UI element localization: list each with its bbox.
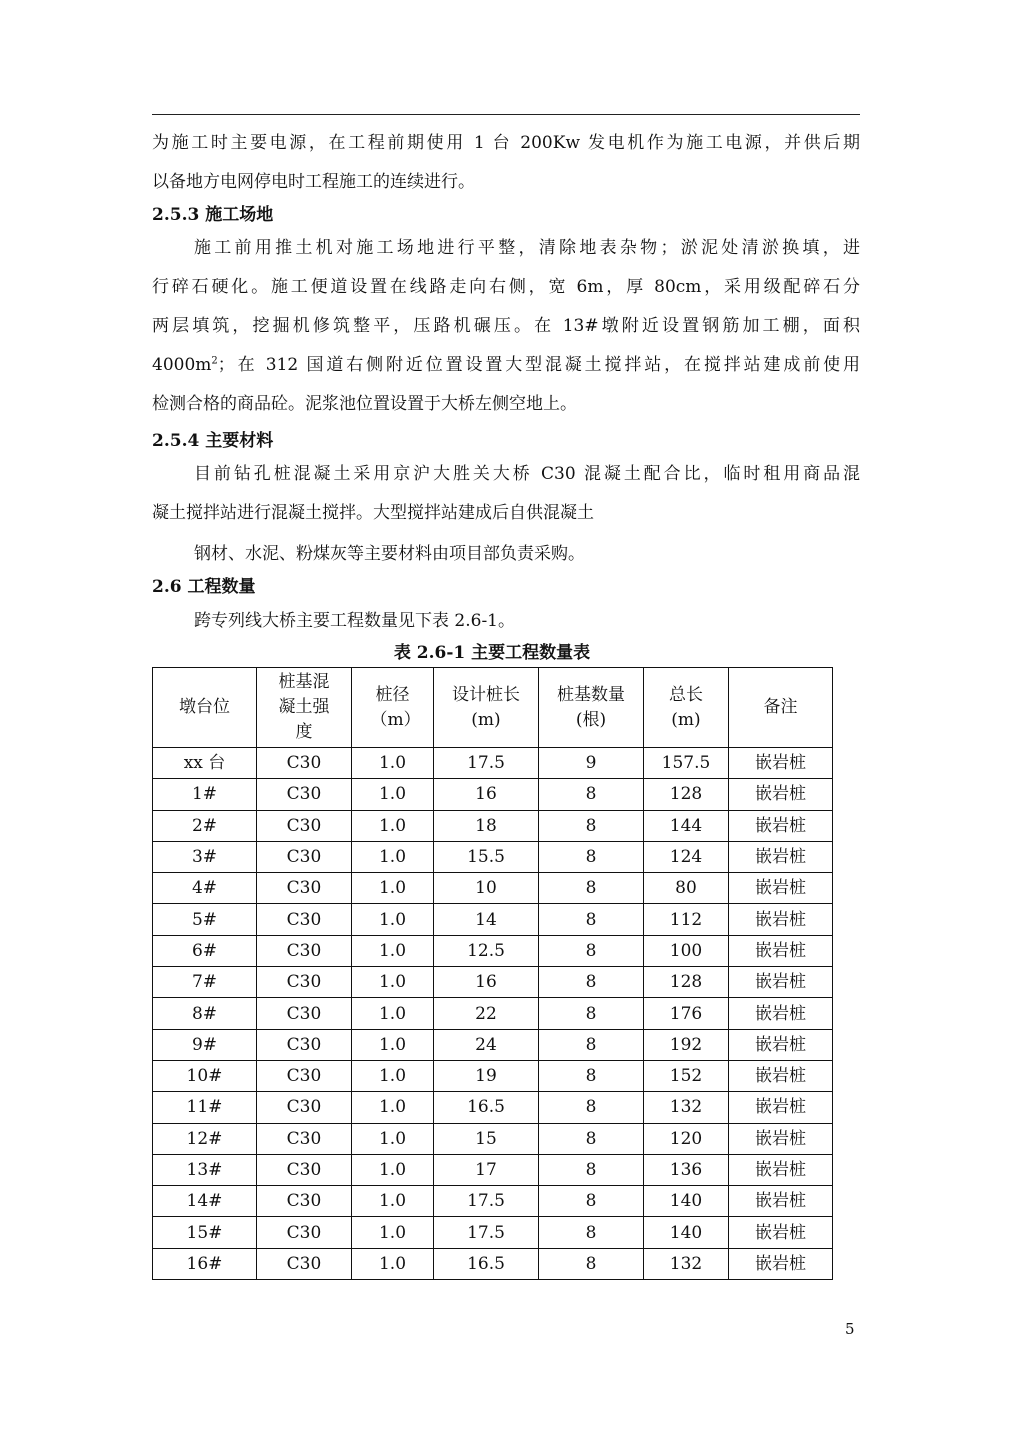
cell-concrete-strength: C30 [257,904,352,935]
header-design-pile-length [434,668,539,748]
table-row [153,935,833,966]
cell-pier-position: 4# [153,873,257,904]
table-header-row [153,668,833,748]
cell-total-length: 192 [644,1029,729,1060]
cell-total-length: 120 [644,1123,729,1154]
cell-pier-position: 11# [153,1092,257,1123]
cell-concrete-strength: C30 [257,1186,352,1217]
cell-concrete-strength: C30 [257,1123,352,1154]
cell-pile-diameter: 1.0 [352,1029,434,1060]
cell-concrete-strength: C30 [257,998,352,1029]
cell-remarks: 嵌岩桩 [729,1186,833,1217]
cell-design-pile-length: 16 [434,779,539,810]
cell-total-length: 80 [644,873,729,904]
cell-concrete-strength: C30 [257,1029,352,1060]
cell-pile-diameter: 1.0 [352,748,434,779]
cell-pile-diameter: 1.0 [352,810,434,841]
cell-pier-position: 3# [153,841,257,872]
text-line: 钢材、水泥、粉煤灰等主要材料由项目部负责采购。 [194,544,585,564]
cell-design-pile-length: 15 [434,1123,539,1154]
cell-pier-position: 6# [153,935,257,966]
cell-pier-position: 1# [153,779,257,810]
cell-design-pile-length: 17.5 [434,748,539,779]
table-row [153,841,833,872]
cell-design-pile-length: 12.5 [434,935,539,966]
cell-pile-diameter: 1.0 [352,904,434,935]
cell-design-pile-length: 16.5 [434,1092,539,1123]
heading-2-5-4: 2.5.4 主要材料 [152,431,274,451]
cell-remarks: 嵌岩桩 [729,1092,833,1123]
cell-pile-count: 8 [539,841,644,872]
cell-pile-diameter: 1.0 [352,841,434,872]
cell-remarks: 嵌岩桩 [729,748,833,779]
cell-design-pile-length: 17.5 [434,1186,539,1217]
table-row [153,998,833,1029]
table-row [153,748,833,779]
text-line: 检测合格的商品砼。泥浆池位置设置于大桥左侧空地上。 [152,394,577,414]
text-line: 施工前用推土机对施工场地进行平整，清除地表杂物；淤泥处清淤换填，进 [194,238,860,258]
header-pile-count [539,668,644,748]
cell-pier-position: 9# [153,1029,257,1060]
cell-remarks: 嵌岩桩 [729,810,833,841]
text-line: 凝土搅拌站进行混凝土搅拌。大型搅拌站建成后自供混凝土 [152,503,594,523]
cell-pile-diameter: 1.0 [352,935,434,966]
cell-pier-position: 2# [153,810,257,841]
cell-pile-diameter: 1.0 [352,1123,434,1154]
cell-pile-diameter: 1.0 [352,967,434,998]
cell-pile-count: 8 [539,1029,644,1060]
cell-concrete-strength: C30 [257,1154,352,1185]
table-body [153,748,833,1280]
superscript: 2 [211,355,218,367]
header-pile-diameter [352,668,434,748]
cell-design-pile-length: 17 [434,1154,539,1185]
cell-pile-count: 8 [539,1248,644,1279]
table-row [153,873,833,904]
text-line: 跨专列线大桥主要工程数量见下表 2.6-1。 [194,611,515,631]
table-row [153,1092,833,1123]
cell-total-length: 128 [644,779,729,810]
cell-pile-diameter: 1.0 [352,1186,434,1217]
cell-concrete-strength: C30 [257,967,352,998]
cell-remarks: 嵌岩桩 [729,779,833,810]
cell-pier-position: 12# [153,1123,257,1154]
table-row [153,1029,833,1060]
cell-total-length: 132 [644,1248,729,1279]
cell-pier-position: 13# [153,1154,257,1185]
cell-pile-diameter: 1.0 [352,998,434,1029]
table-row [153,967,833,998]
cell-pier-position: 5# [153,904,257,935]
cell-total-length: 157.5 [644,748,729,779]
header-total-length [644,668,729,748]
cell-design-pile-length: 22 [434,998,539,1029]
table-row [153,1154,833,1185]
cell-pile-count: 8 [539,810,644,841]
table-row [153,1123,833,1154]
header-rule [152,114,860,115]
cell-design-pile-length: 16.5 [434,1248,539,1279]
table-row [153,810,833,841]
cell-pile-diameter: 1.0 [352,1092,434,1123]
cell-total-length: 100 [644,935,729,966]
cell-pile-count: 8 [539,1123,644,1154]
table-row [153,904,833,935]
cell-pile-count: 8 [539,779,644,810]
cell-remarks: 嵌岩桩 [729,1029,833,1060]
cell-concrete-strength: C30 [257,1217,352,1248]
cell-remarks: 嵌岩桩 [729,873,833,904]
cell-pier-position: 14# [153,1186,257,1217]
cell-remarks: 嵌岩桩 [729,1248,833,1279]
cell-concrete-strength: C30 [257,779,352,810]
cell-concrete-strength: C30 [257,748,352,779]
cell-pile-count: 8 [539,967,644,998]
cell-concrete-strength: C30 [257,873,352,904]
cell-remarks: 嵌岩桩 [729,1123,833,1154]
text-line: 两层填筑，挖掘机修筑整平，压路机碾压。在 13#墩附近设置钢筋加工棚，面积 [152,316,860,336]
cell-design-pile-length: 15.5 [434,841,539,872]
cell-remarks: 嵌岩桩 [729,1154,833,1185]
cell-design-pile-length: 10 [434,873,539,904]
header-concrete-strength-text: 桩基混凝土强度 [278,672,330,742]
text-line: 以备地方电网停电时工程施工的连续进行。 [152,172,475,192]
cell-pier-position: 15# [153,1217,257,1248]
heading-2-5-3: 2.5.3 施工场地 [152,205,274,225]
cell-remarks: 嵌岩桩 [729,1060,833,1091]
cell-pile-count: 9 [539,748,644,779]
text-segment: ；在 312 国道右侧附近位置设置大型混凝土搅拌站，在搅拌站建成前使用 [217,355,860,375]
table-row [153,1186,833,1217]
cell-pile-count: 8 [539,1186,644,1217]
cell-design-pile-length: 24 [434,1029,539,1060]
cell-pier-position: xx 台 [153,748,257,779]
cell-pile-count: 8 [539,998,644,1029]
cell-remarks: 嵌岩桩 [729,904,833,935]
page-number: 5 [845,1320,855,1338]
cell-design-pile-length: 17.5 [434,1217,539,1248]
paragraph-construction-site [152,229,860,424]
paragraph-procurement [152,535,860,574]
cell-remarks: 嵌岩桩 [729,998,833,1029]
cell-total-length: 132 [644,1092,729,1123]
table-caption: 表 2.6-1 主要工程数量表 [393,643,591,663]
cell-total-length: 140 [644,1217,729,1248]
heading-2-6: 2.6 工程数量 [152,577,256,597]
cell-total-length: 140 [644,1186,729,1217]
cell-pier-position: 10# [153,1060,257,1091]
text-line: 为施工时主要电源，在工程前期使用 1 台 200Kw 发电机作为施工电源，并供后期 [152,133,860,153]
cell-pile-count: 8 [539,873,644,904]
cell-design-pile-length: 18 [434,810,539,841]
cell-total-length: 176 [644,998,729,1029]
cell-remarks: 嵌岩桩 [729,967,833,998]
cell-concrete-strength: C30 [257,810,352,841]
header-pile-count-text: 桩基数量(根) [557,684,625,730]
cell-concrete-strength: C30 [257,841,352,872]
text-line [152,346,860,385]
cell-remarks: 嵌岩桩 [729,935,833,966]
cell-remarks: 嵌岩桩 [729,841,833,872]
cell-concrete-strength: C30 [257,935,352,966]
cell-total-length: 144 [644,810,729,841]
cell-pier-position: 16# [153,1248,257,1279]
quantity-table [152,667,833,1280]
header-pile-diameter-text: 桩径（m） [370,684,421,730]
table-row [153,1217,833,1248]
cell-total-length: 136 [644,1154,729,1185]
paragraph-power-supply [152,124,860,202]
text-line: 目前钻孔桩混凝土采用京沪大胜关大桥 C30 混凝土配合比，临时租用商品混 [194,464,860,484]
cell-pile-count: 8 [539,1060,644,1091]
cell-pile-count: 8 [539,1154,644,1185]
table-row [153,779,833,810]
cell-concrete-strength: C30 [257,1092,352,1123]
cell-pile-diameter: 1.0 [352,779,434,810]
cell-pile-diameter: 1.0 [352,873,434,904]
cell-total-length: 128 [644,967,729,998]
cell-pile-count: 8 [539,1092,644,1123]
cell-design-pile-length: 14 [434,904,539,935]
cell-pile-diameter: 1.0 [352,1154,434,1185]
header-remarks: 备注 [729,668,833,748]
table-row [153,1060,833,1091]
cell-pier-position: 8# [153,998,257,1029]
text-line: 行碎石硬化。施工便道设置在线路走向右侧，宽 6m，厚 80cm，采用级配碎石分 [152,277,860,297]
cell-design-pile-length: 19 [434,1060,539,1091]
cell-concrete-strength: C30 [257,1060,352,1091]
header-concrete-strength [257,668,352,748]
cell-design-pile-length: 16 [434,967,539,998]
cell-pile-diameter: 1.0 [352,1060,434,1091]
cell-pile-diameter: 1.0 [352,1217,434,1248]
cell-pile-diameter: 1.0 [352,1248,434,1279]
cell-total-length: 124 [644,841,729,872]
cell-pile-count: 8 [539,935,644,966]
cell-remarks: 嵌岩桩 [729,1217,833,1248]
header-design-pile-length-text: 设计桩长(m) [452,684,520,730]
paragraph-materials [152,455,860,533]
cell-pier-position: 7# [153,967,257,998]
cell-total-length: 112 [644,904,729,935]
cell-pile-count: 8 [539,1217,644,1248]
header-total-length-text: 总长(m) [669,684,703,730]
area-value: 4000m [152,355,212,375]
cell-concrete-strength: C30 [257,1248,352,1279]
header-pier-position: 墩台位 [153,668,257,748]
cell-pile-count: 8 [539,904,644,935]
cell-total-length: 152 [644,1060,729,1091]
table-row [153,1248,833,1279]
